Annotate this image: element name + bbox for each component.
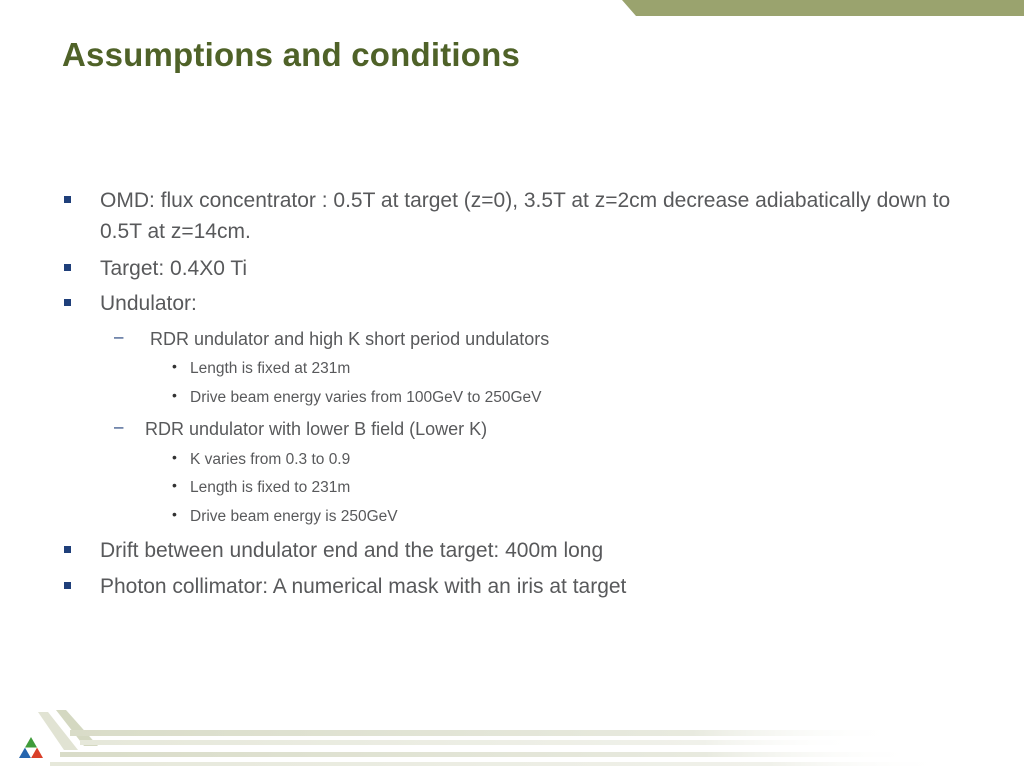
bullet-marker [64,582,71,589]
dot-marker: • [172,506,177,522]
dash-marker: – [114,417,124,436]
bullet-marker [64,299,71,306]
option-2-detail: Length is fixed to 231m [190,479,351,496]
slide-title: Assumptions and conditions [62,36,521,73]
dash-marker: – [114,327,124,346]
bullet-omd: OMD: flux concentrator : 0.5T at target (z=0), 3.5T at z=2cm decrease adiabatically down to 0.5T at z=14cm. [100,189,951,243]
undulator-option-1: RDR undulator and high K short period undulators [150,329,550,349]
bullet-undulator: Undulator: [100,292,197,315]
option-1-detail: Drive beam energy varies from 100GeV to 250GeV [190,389,542,406]
bullet-marker [64,546,71,553]
option-2-detail: K varies from 0.3 to 0.9 [190,451,351,468]
bullet-drift: Drift between undulator end and the target: 400m long [100,539,604,562]
bullet-marker [64,264,71,271]
bullet-marker [64,196,71,203]
bullet-target: Target: 0.4X0 Ti [100,257,248,280]
bullet-collimator: Photon collimator: A numerical mask with an iris at target [100,575,627,598]
option-1-detail: Length is fixed at 231m [190,360,351,377]
bottom-decorative-stripes [0,698,1024,768]
dot-marker: • [172,387,177,403]
dot-marker: • [172,358,177,374]
logo-triangle-icon [18,736,44,760]
dot-marker: • [172,477,177,493]
undulator-option-2: RDR undulator with lower B field (Lower K) [145,419,488,439]
option-2-detail: Drive beam energy is 250GeV [190,508,398,525]
dot-marker: • [172,449,177,465]
